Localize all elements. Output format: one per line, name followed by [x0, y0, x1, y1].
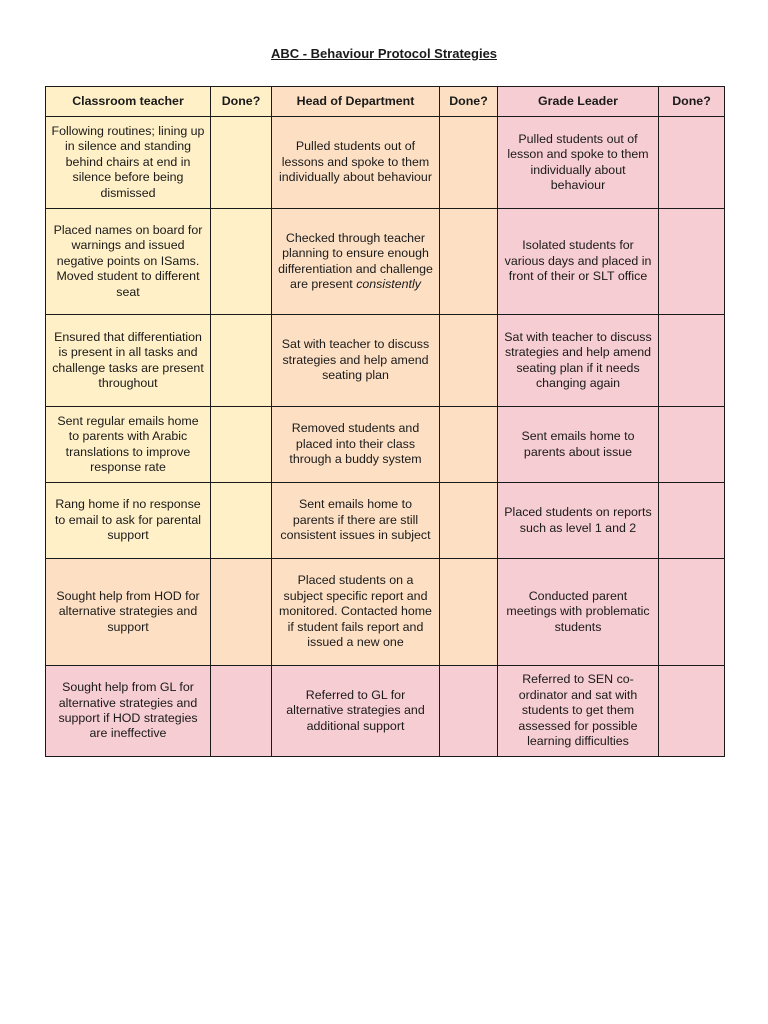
header-row: [46, 87, 725, 117]
table-row: [46, 666, 725, 757]
teacher-strategy-text: Placed names on board for warnings and issued negative points on ISams.: [53, 222, 203, 268]
teacher-strategy-cell: Sought help from HOD for alternative strategies and support: [46, 559, 211, 666]
hod-done-cell[interactable]: [440, 315, 498, 407]
teacher-strategy-text-2: Moved student to different seat: [56, 269, 200, 299]
table-row: [46, 117, 725, 209]
teacher-strategy-cell: Ensured that differentiation is present in all tasks and challenge tasks are present throughout: [46, 315, 211, 407]
gl-strategy-cell: Sent emails home to parents about issue: [498, 407, 659, 483]
document-title: ABC - Behaviour Protocol Strategies: [270, 46, 498, 61]
hod-strategy-cell: Pulled students out of lessons and spoke to them individually about behaviour: [272, 117, 440, 209]
header-head-of-department: Head of Department: [272, 87, 440, 117]
table-row: [46, 559, 725, 666]
gl-strategy-cell: Sat with teacher to discuss strategies and help amend seating plan if it needs changing again: [498, 315, 659, 407]
table-row: [46, 209, 725, 315]
hod-done-cell[interactable]: [440, 407, 498, 483]
hod-strategy-text: Checked through teacher planning to ensure enough differentiation and challenge are present: [278, 230, 433, 291]
hod-done-cell[interactable]: [440, 117, 498, 209]
hod-strategy-cell: Referred to GL for alternative strategies and additional support: [272, 666, 440, 757]
gl-done-cell[interactable]: [659, 407, 725, 483]
gl-strategy-cell: Pulled students out of lesson and spoke to them individually about behaviour: [498, 117, 659, 209]
teacher-done-cell[interactable]: [211, 483, 272, 559]
gl-strategy-cell: Placed students on reports such as level 1 and 2: [498, 483, 659, 559]
hod-strategy-cell: [272, 209, 440, 315]
protocol-table: [45, 86, 725, 757]
teacher-strategy-cell: Following routines; lining up in silence and standing behind chairs at end in silence before being dismissed: [46, 117, 211, 209]
header-done-hod: Done?: [440, 87, 498, 117]
hod-strategy-cell: Removed students and placed into their class through a buddy system: [272, 407, 440, 483]
teacher-done-cell[interactable]: [211, 559, 272, 666]
teacher-strategy-cell: [46, 209, 211, 315]
header-done-gl: Done?: [659, 87, 725, 117]
gl-done-cell[interactable]: [659, 117, 725, 209]
hod-done-cell[interactable]: [440, 483, 498, 559]
header-done-teacher: Done?: [211, 87, 272, 117]
teacher-strategy-cell: Rang home if no response to email to ask for parental support: [46, 483, 211, 559]
table-row: [46, 315, 725, 407]
gl-strategy-cell: Referred to SEN co-ordinator and sat with students to get them assessed for possible learning difficulties: [498, 666, 659, 757]
teacher-strategy-cell: Sought help from GL for alternative strategies and support if HOD strategies are ineffective: [46, 666, 211, 757]
gl-done-cell[interactable]: [659, 483, 725, 559]
gl-strategy-cell: Conducted parent meetings with problematic students: [498, 559, 659, 666]
gl-done-cell[interactable]: [659, 666, 725, 757]
hod-done-cell[interactable]: [440, 666, 498, 757]
gl-strategy-cell: Isolated students for various days and placed in front of their or SLT office: [498, 209, 659, 315]
header-grade-leader: Grade Leader: [498, 87, 659, 117]
hod-strategy-emphasis: consistently: [356, 276, 421, 291]
teacher-strategy-cell: Sent regular emails home to parents with Arabic translations to improve response rate: [46, 407, 211, 483]
gl-done-cell[interactable]: [659, 315, 725, 407]
teacher-done-cell[interactable]: [211, 209, 272, 315]
hod-done-cell[interactable]: [440, 559, 498, 666]
gl-done-cell[interactable]: [659, 559, 725, 666]
hod-strategy-cell: Placed students on a subject specific report and monitored. Contacted home if student fails report and issued a new one: [272, 559, 440, 666]
header-classroom-teacher: Classroom teacher: [46, 87, 211, 117]
hod-strategy-cell: Sent emails home to parents if there are still consistent issues in subject: [272, 483, 440, 559]
teacher-done-cell[interactable]: [211, 117, 272, 209]
teacher-done-cell[interactable]: [211, 315, 272, 407]
teacher-done-cell[interactable]: [211, 666, 272, 757]
hod-strategy-cell: Sat with teacher to discuss strategies and help amend seating plan: [272, 315, 440, 407]
gl-done-cell[interactable]: [659, 209, 725, 315]
teacher-done-cell[interactable]: [211, 407, 272, 483]
table-row: [46, 483, 725, 559]
hod-done-cell[interactable]: [440, 209, 498, 315]
table-row: [46, 407, 725, 483]
